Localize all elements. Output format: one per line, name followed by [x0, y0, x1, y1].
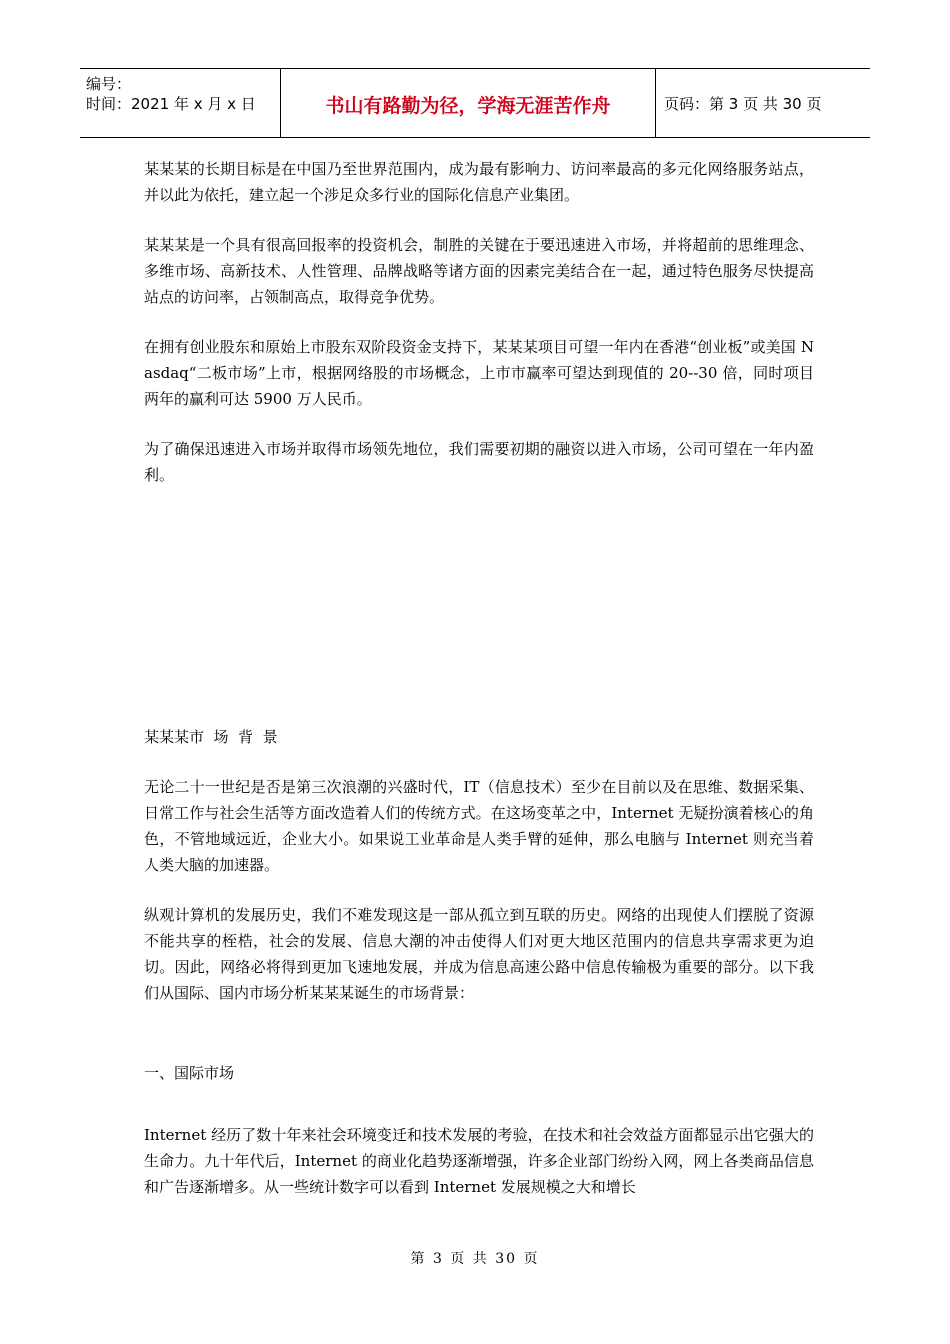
section-title: 某某某市 场 背 景	[144, 728, 278, 746]
header-info-cell	[80, 69, 281, 137]
paragraph: 某某某是一个具有很高回报率的投资机会，制胜的关键在于要迅速进入市场，并将超前的思维理念、多维市场、高新技术、人性管理、品牌战略等诸方面的因素完美结合在一起，通过特色服务尽快提高站点的访问率，占领制高点，取得竞争优势。	[144, 236, 814, 306]
header-page-cell	[656, 69, 870, 137]
motto: 书山有路勤为径，学海无涯苦作舟	[325, 95, 611, 117]
paragraph: 无论二十一世纪是否是第三次浪潮的兴盛时代，IT（信息技术）至少在目前以及在思维、数据采集、日常工作与社会生活等方面改造着人们的传统方式。在这场变革之中，Internet 无疑扮演着核心的角色，不管地域远近，企业大小。如果说工业革命是人类手臂的延伸，那么电脑与 Internet 则充当着人类大脑的加速器。	[144, 778, 814, 874]
header-motto-cell	[281, 69, 656, 137]
paragraph: Internet 经历了数十年来社会环境变迁和技术发展的考验，在技术和社会效益方面都显示出它强大的生命力。九十年代后，Internet 的商业化趋势逐渐增强，许多企业部门纷纷入网，网上各类商品信息和广告逐渐增多。从一些统计数字可以看到 Internet 发展规模之大和增长	[144, 1126, 814, 1196]
document-body	[144, 156, 814, 1200]
page-header	[80, 68, 870, 138]
page-code: 页码：第 3 页 共 30 页	[664, 95, 822, 113]
paragraph: 纵观计算机的发展历史，我们不难发现这是一部从孤立到互联的历史。网络的出现使人们摆脱了资源不能共享的桎梏，社会的发展、信息大潮的冲击使得人们对更大地区范围内的信息共享需求更为迫切。因此，网络必将得到更加飞速地发展，并成为信息高速公路中信息传输极为重要的部分。以下我们从国际、国内市场分析某某某诞生的市场背景：	[144, 906, 814, 1002]
time-label: 时间：2021 年 x 月 x 日	[86, 95, 256, 113]
paragraph: 某某某的长期目标是在中国乃至世界范围内，成为最有影响力、访问率最高的多元化网络服务站点，并以此为依托，建立起一个涉足众多行业的国际化信息产业集团。	[144, 160, 814, 204]
paragraph: 在拥有创业股东和原始上市股东双阶段资金支持下，某某某项目可望一年内在香港“创业板”或美国 Nasdaq“二板市场”上市，根据网络股的市场概念，上市市赢率可望达到现值的 20--30 倍，同时项目两年的赢利可达 5900 万人民币。	[144, 338, 814, 408]
paragraph: 为了确保迅速进入市场并取得市场领先地位，我们需要初期的融资以进入市场，公司可望在一年内盈利。	[144, 440, 814, 484]
number-label: 编号：	[86, 75, 132, 93]
subsection-title: 一、国际市场	[144, 1064, 235, 1082]
page-footer: 第 3 页 共 30 页	[410, 1251, 540, 1267]
